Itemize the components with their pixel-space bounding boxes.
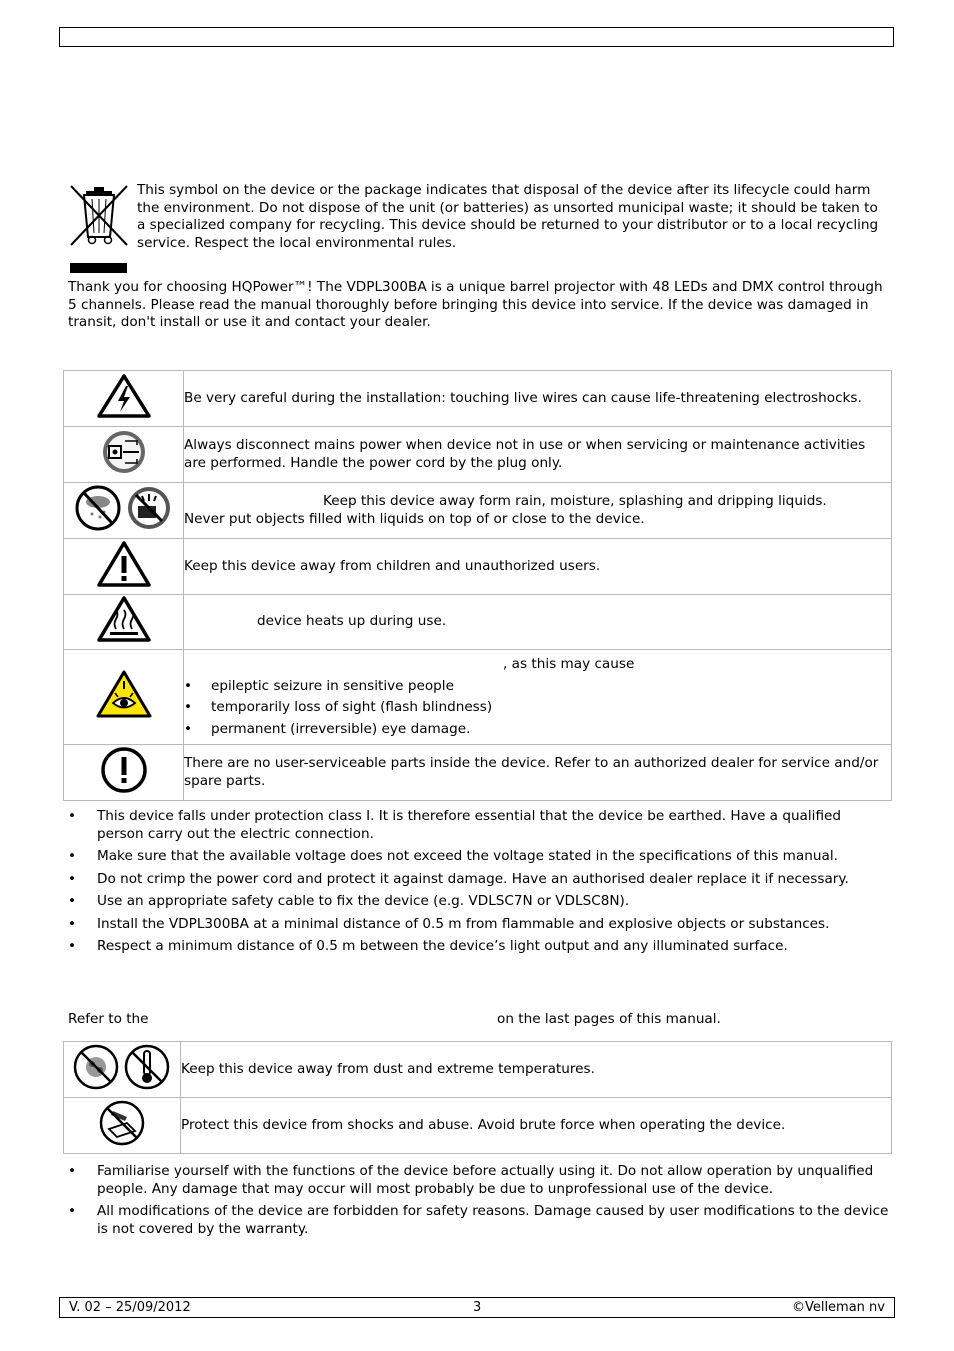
list-item: • Do not crimp the power cord and protect it against damage. Have an authorised dealer replace it if necessary. bbox=[68, 871, 890, 889]
safety-row-text: There are no user-serviceable parts inside the device. Refer to an authorized dealer for service and/or spare parts. bbox=[184, 745, 892, 801]
footer-page-number: 3 bbox=[473, 1300, 482, 1315]
disconnect-power-icon bbox=[101, 429, 147, 475]
safety-row-text-b: Never put objects filled with liquids on top of or close to the device. bbox=[184, 510, 645, 527]
warning-children-icon bbox=[96, 540, 152, 588]
safety-row-text: Always disconnect mains power when device not in use or when servicing or maintenance activities are performed. Handle the power cord by the plug only. bbox=[184, 427, 892, 483]
list-item: • temporarily loss of sight (flash blindness) bbox=[184, 699, 891, 717]
footer-company: ©Velleman nv bbox=[791, 1300, 885, 1315]
list-item: • Use an appropriate safety cable to fix the device (e.g. VDLSC7N or VDLSC8N). bbox=[68, 893, 890, 911]
page-footer bbox=[59, 1297, 895, 1318]
safety-row bbox=[64, 745, 892, 801]
safety-row-text: , as this may cause bbox=[503, 656, 635, 672]
guideline-row bbox=[64, 1098, 892, 1154]
intro-paragraph: Thank you for choosing HQPower™! The VDPL300BA is a unique barrel projector with 48 LEDs and DMX control through 5 channels. Please read the manual thoroughly before bringing this device into service. If the device was damaged in transit, don't install or use it and contact your dealer. bbox=[68, 279, 883, 330]
guideline-row bbox=[64, 1042, 892, 1098]
refer-suffix: on the last pages of this manual. bbox=[497, 1011, 721, 1027]
list-item: • Make sure that the available voltage does not exceed the voltage stated in the specifications of this manual. bbox=[68, 848, 890, 866]
list-item: • permanent (irreversible) eye damage. bbox=[184, 721, 891, 739]
eye-hazard-list bbox=[184, 678, 891, 739]
no-dust-temperature-icon bbox=[72, 1043, 172, 1091]
electric-hazard-icon bbox=[96, 373, 152, 419]
safety-row bbox=[64, 483, 892, 539]
eye-hazard-icon bbox=[95, 669, 153, 719]
safety-row bbox=[64, 595, 892, 650]
safety-row-text-a: Keep this device away form rain, moisture, splashing and dripping liquids. bbox=[323, 493, 827, 509]
list-item: • This device falls under protection class I. It is therefore essential that the device be earthed. Have a qualified person carry out the electric connection. bbox=[68, 808, 890, 843]
safety-row bbox=[64, 539, 892, 595]
list-item: • Familiarise yourself with the functions of the device before actually using it. Do not allow operation by unqualified people. Any damage that may occur will most probably be due to unprofessional use of the device. bbox=[68, 1163, 890, 1198]
list-item: • epileptic seizure in sensitive people bbox=[184, 678, 891, 696]
no-shocks-icon bbox=[97, 1099, 147, 1147]
safety-row bbox=[64, 650, 892, 745]
safety-row-text: device heats up during use. bbox=[257, 613, 447, 630]
weee-notice-text: This symbol on the device or the package indicates that disposal of the device after its lifecycle could harm the environment. Do not dispose of the unit (or batteries) as unsorted municipal waste; it should be taken to a specialized company for recycling. This device should be returned to your distributor or to a local recycling service. Respect the local environmental rules. bbox=[137, 182, 879, 251]
guideline-row-text: Keep this device away from dust and extreme temperatures. bbox=[181, 1042, 892, 1098]
guideline-row-text: Protect this device from shocks and abuse. Avoid brute force when operating the device. bbox=[181, 1098, 892, 1154]
warranty-reference bbox=[68, 1011, 888, 1029]
safety-row bbox=[64, 371, 892, 427]
general-bullet-list bbox=[68, 1163, 890, 1243]
list-item: • Respect a minimum distance of 0.5 m between the device’s light output and any illuminated surface. bbox=[68, 938, 890, 956]
list-item: • Install the VDPL300BA at a minimal distance of 0.5 m from flammable and explosive objects or substances. bbox=[68, 916, 890, 934]
safety-instructions-table bbox=[63, 370, 892, 801]
safety-bullet-list bbox=[68, 808, 890, 961]
safety-row-text: Be very careful during the installation: touching live wires can cause life-threatening electroshocks. bbox=[184, 371, 892, 427]
hot-surface-icon bbox=[96, 595, 152, 643]
page-header-box bbox=[59, 27, 894, 47]
caution-icon bbox=[99, 746, 149, 794]
safety-row bbox=[64, 427, 892, 483]
refer-prefix: Refer to the bbox=[68, 1011, 149, 1027]
weee-recycle-bin-icon bbox=[68, 183, 130, 275]
general-guidelines-table bbox=[63, 1041, 892, 1154]
list-item: • All modifications of the device are forbidden for safety reasons. Damage caused by user modifications to the device is not covered by the warranty. bbox=[68, 1203, 890, 1238]
no-rain-moisture-icon bbox=[74, 484, 174, 532]
safety-row-text: Keep this device away from children and unauthorized users. bbox=[184, 539, 892, 595]
footer-version: V. 02 – 25/09/2012 bbox=[69, 1300, 191, 1315]
